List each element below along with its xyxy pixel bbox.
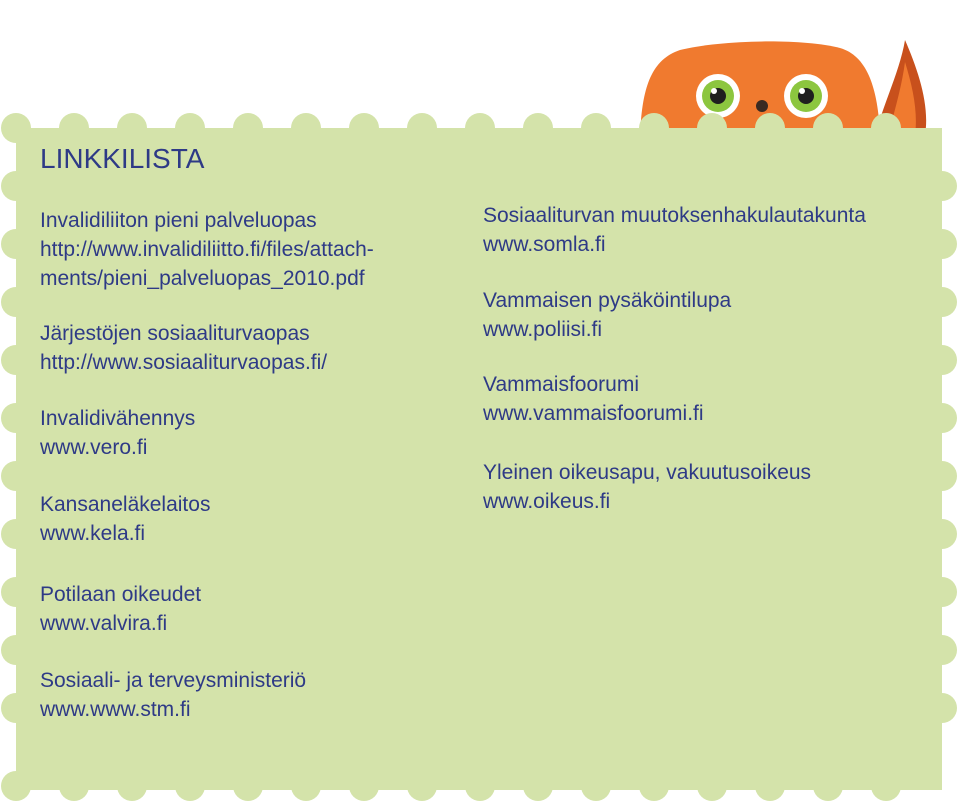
card-scallop [927, 345, 957, 375]
card-scallop [349, 113, 379, 143]
card-scallop [59, 771, 89, 801]
link-url[interactable]: http://www.sosiaaliturvaopas.fi/ [40, 351, 328, 374]
link-label: Vammaisen pysäköintilupa [483, 289, 732, 312]
link-label: Sosiaaliturvan muutoksenhakulautakunta [483, 204, 866, 227]
card-scallop [581, 113, 611, 143]
card-scallop [465, 113, 495, 143]
card-scallop [1, 693, 31, 723]
card-scallop [175, 113, 205, 143]
link-item-stm [40, 666, 306, 724]
link-url[interactable]: www.kela.fi [40, 522, 146, 545]
link-url[interactable]: www.oikeus.fi [483, 490, 611, 513]
link-url[interactable]: www.poliisi.fi [483, 318, 603, 341]
link-item-kela [40, 490, 210, 548]
link-label: Invalidiliiton pieni palveluopas [40, 209, 317, 232]
card-scallop [927, 577, 957, 607]
card-scallop [1, 171, 31, 201]
link-url[interactable]: www.vero.fi [40, 436, 148, 459]
card-scallop [465, 771, 495, 801]
link-item-invalidiliitto [40, 206, 470, 293]
card-scallop [349, 771, 379, 801]
link-url[interactable]: www.vammaisfoorumi.fi [483, 402, 704, 425]
card-scallop [581, 771, 611, 801]
card-scallop [1, 577, 31, 607]
card-scallop [927, 519, 957, 549]
card-scallop [291, 113, 321, 143]
link-label: Kansaneläkelaitos [40, 493, 211, 516]
card-scallop [697, 113, 727, 143]
link-label: Järjestöjen sosiaaliturvaopas [40, 322, 310, 345]
card-scallop [697, 771, 727, 801]
link-label: Invalidivähennys [40, 407, 196, 430]
link-item-vammaisfoorumi [483, 370, 704, 428]
card-scallop [927, 403, 957, 433]
link-url[interactable]: www.www.stm.fi [40, 698, 191, 721]
card-scallop [117, 113, 147, 143]
card-scallop [755, 113, 785, 143]
card-scallop [291, 771, 321, 801]
card-scallop [927, 229, 957, 259]
card-scallop [1, 635, 31, 665]
card-scallop [871, 113, 901, 143]
card-scallop [813, 113, 843, 143]
link-label: Potilaan oikeudet [40, 583, 202, 606]
link-item-invalidivahennys [40, 404, 195, 462]
card-scallop [175, 771, 205, 801]
card-scallop [1, 771, 31, 801]
card-scallop [1, 345, 31, 375]
link-label: Sosiaali- ja terveysministeriö [40, 669, 307, 692]
link-item-jarjestojen [40, 319, 327, 377]
card-scallop [1, 113, 31, 143]
card-scallop [117, 771, 147, 801]
card-scallop [1, 287, 31, 317]
link-url[interactable]: www.valvira.fi [40, 612, 168, 635]
card-scallop [639, 113, 669, 143]
mascot-nose [756, 100, 768, 112]
card-scallop [813, 771, 843, 801]
card-scallop [927, 693, 957, 723]
card-scallop [523, 771, 553, 801]
card-scallop [1, 403, 31, 433]
card-scallop [1, 461, 31, 491]
card-scallop [233, 113, 263, 143]
link-url[interactable]: www.somla.fi [483, 233, 606, 256]
card-scallop [1, 519, 31, 549]
card-scallop [755, 771, 785, 801]
card-scallop [523, 113, 553, 143]
card-scallop [59, 113, 89, 143]
card-scallop [927, 635, 957, 665]
card-scallop [927, 171, 957, 201]
link-label: Yleinen oikeusapu, vakuutusoikeus [483, 461, 812, 484]
card-scallop [927, 287, 957, 317]
link-item-somla [483, 201, 866, 259]
card-scallop [927, 461, 957, 491]
card-scallop [871, 771, 901, 801]
link-url[interactable]: http://www.invalidiliitto.fi/files/attach-ments/pieni_palveluopas_2010.pdf [40, 238, 374, 290]
card-scallop [639, 771, 669, 801]
link-item-oikeusapu [483, 458, 811, 516]
link-item-potilaan-oikeudet [40, 580, 201, 638]
card-scallop [407, 771, 437, 801]
card-scallop [233, 771, 263, 801]
card-scallop [407, 113, 437, 143]
link-item-pysakointilupa [483, 286, 731, 344]
link-label: Vammaisfoorumi [483, 373, 639, 396]
page-title: LINKKILISTA [40, 143, 205, 174]
card-scallop [1, 229, 31, 259]
